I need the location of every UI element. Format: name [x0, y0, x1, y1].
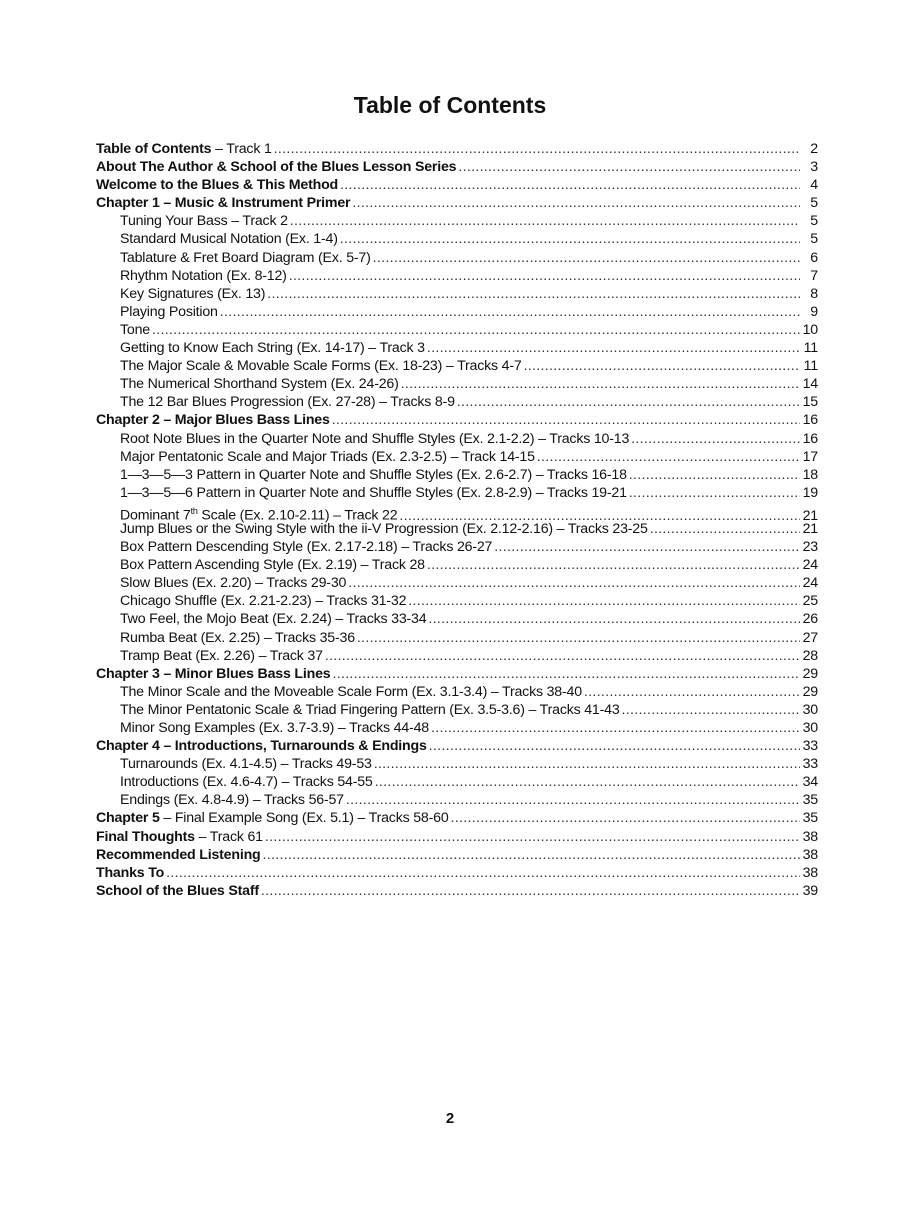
page-title: Table of Contents [353, 92, 547, 118]
toc-entry-text: Root Note Blues in the Quarter Note and Shuffle Styles (Ex. 2.1-2.2) – Tracks 10-13 [120, 430, 630, 447]
dot-leader [584, 683, 800, 701]
toc-entry [96, 864, 818, 882]
toc-entry-label [120, 339, 425, 357]
toc-entry-page: 39 [802, 882, 818, 899]
toc-entry [96, 140, 818, 158]
dot-leader [357, 629, 800, 647]
toc-entry-label [120, 321, 150, 339]
toc-entry-label [120, 249, 371, 267]
toc-entry [96, 502, 818, 524]
toc-entry-heading: Recommended Listening [96, 846, 261, 863]
toc-entry-page: 11 [803, 340, 818, 357]
dot-leader [375, 773, 800, 791]
toc-entry-text: Dominant 7 [120, 507, 191, 524]
toc-entry-label [96, 809, 449, 827]
toc-entry [96, 520, 818, 538]
toc-entry-text: Tuning Your Bass – Track 2 [120, 213, 288, 230]
toc-entry-label [96, 882, 259, 900]
toc-entry-text: Introductions (Ex. 4.6-4.7) – Tracks 54-55 [120, 774, 373, 791]
toc-entry-page: 5 [810, 195, 818, 212]
toc-entry-heading: Thanks To [96, 864, 165, 881]
toc-entry-page: 2 [810, 141, 818, 157]
toc-entry-label [96, 864, 164, 882]
toc-entry [96, 683, 818, 701]
toc-entry-page: 10 [802, 321, 818, 338]
toc-entry [96, 249, 818, 267]
toc-entry-heading: School of the Blues Staff [96, 882, 259, 899]
toc-entry-label [120, 448, 535, 466]
toc-entry-text: Rumba Beat (Ex. 2.25) – Tracks 35-36 [120, 629, 355, 646]
toc-entry [96, 267, 818, 285]
dot-leader [152, 321, 800, 339]
toc-entry-heading: Chapter 5 [96, 810, 160, 827]
toc-entry-text: Two Feel, the Mojo Beat (Ex. 2.24) – Tracks 33-34 [120, 611, 427, 628]
toc-entry-label [120, 791, 344, 809]
toc-entry-page: 17 [802, 448, 818, 465]
toc-entry-page: 25 [802, 593, 818, 610]
dot-leader [401, 375, 800, 393]
dot-leader [629, 466, 800, 484]
toc-entry-page: 21 [802, 507, 818, 524]
toc-entry-label [120, 520, 648, 538]
toc-entry-page: 6 [810, 249, 818, 266]
toc-entry-heading: Chapter 1 – Music & Instrument Primer [96, 195, 351, 212]
dot-leader [631, 430, 800, 448]
toc-entry [96, 556, 818, 574]
toc-entry [96, 701, 818, 719]
toc-entry-text: Box Pattern Descending Style (Ex. 2.17-2.18) – Tracks 26-27 [120, 539, 493, 556]
toc-entry-text: Playing Position [120, 303, 218, 320]
toc-entry-page: 35 [802, 792, 818, 809]
toc-entry [96, 574, 818, 592]
toc-entry-text: – Final Example Song (Ex. 5.1) – Tracks 58-60 [159, 810, 449, 827]
toc-entry [96, 882, 818, 900]
toc-entry-text: Getting to Know Each String (Ex. 14-17) – Track 3 [120, 340, 425, 357]
toc-entry [96, 484, 818, 502]
toc-entry-text: Jump Blues or the Swing Style with the ii-V Progression (Ex. 2.12-2.16) – Tracks 23-25 [120, 520, 648, 537]
toc-entry [96, 411, 818, 429]
toc-entry-text: Minor Song Examples (Ex. 3.7-3.9) – Tracks 44-48 [120, 720, 429, 736]
dot-leader [374, 755, 800, 773]
page-number: 2 [445, 1110, 455, 1127]
toc-entry [96, 610, 818, 628]
toc-entry-page: 29 [802, 683, 818, 700]
table-of-contents [96, 140, 818, 900]
dot-leader [537, 448, 800, 466]
toc-entry [96, 592, 818, 610]
toc-entry-label [120, 393, 455, 411]
toc-entry-heading: Final Thoughts [96, 828, 195, 845]
toc-entry-page: 38 [802, 846, 818, 863]
toc-entry-text: 1—3—5—3 Pattern in Quarter Note and Shuffle Styles (Ex. 2.6-2.7) – Tracks 16-18 [120, 466, 627, 483]
toc-entry-label [120, 267, 287, 285]
dot-leader [494, 538, 800, 556]
toc-entry [96, 665, 818, 683]
toc-entry-label [120, 230, 338, 248]
dot-leader [431, 719, 800, 737]
toc-entry-page: 7 [810, 267, 818, 284]
toc-entry-label [120, 484, 627, 502]
toc-entry-text: – Track 1 [211, 141, 272, 157]
dot-leader [346, 791, 800, 809]
toc-entry-label [96, 828, 263, 846]
toc-entry-page: 8 [810, 285, 818, 302]
dot-leader [289, 267, 800, 285]
toc-entry [96, 737, 818, 755]
toc-entry-text: Tablature & Fret Board Diagram (Ex. 5-7) [120, 249, 371, 266]
toc-entry-label [120, 755, 372, 773]
toc-entry [96, 176, 818, 194]
toc-entry-page: 38 [802, 828, 818, 845]
toc-entry-label [120, 556, 425, 574]
toc-entry-text: The Numerical Shorthand System (Ex. 24-26) [120, 376, 399, 393]
toc-entry-page: 30 [802, 701, 818, 718]
toc-entry-heading: Welcome to the Blues & This Method [96, 177, 339, 194]
toc-entry [96, 809, 818, 827]
toc-entry-label [120, 466, 627, 484]
dot-leader [457, 393, 800, 411]
dot-leader [373, 249, 800, 267]
toc-entry-heading: Chapter 4 – Introductions, Turnarounds & Endings [96, 738, 427, 755]
toc-entry-page: 27 [802, 629, 818, 646]
dot-leader [220, 303, 800, 321]
dot-leader [340, 176, 800, 194]
toc-entry-label [120, 538, 492, 556]
toc-entry [96, 393, 818, 411]
toc-entry-page: 28 [802, 647, 818, 664]
toc-entry-text: The Major Scale & Movable Scale Forms (Ex. 18-23) – Tracks 4-7 [120, 358, 522, 375]
toc-entry-label [96, 140, 272, 158]
toc-entry-page: 15 [802, 394, 818, 411]
toc-entry-page: 18 [802, 466, 818, 483]
toc-entry-label [120, 647, 323, 665]
toc-entry-page: 9 [810, 303, 818, 320]
toc-entry [96, 629, 818, 647]
toc-entry [96, 375, 818, 393]
dot-leader [458, 158, 800, 176]
toc-entry [96, 158, 818, 176]
toc-entry-label [120, 375, 399, 393]
toc-entry-text: The 12 Bar Blues Progression (Ex. 27-28) – Tracks 8-9 [120, 394, 455, 411]
toc-entry-page: 34 [802, 774, 818, 791]
toc-entry [96, 357, 818, 375]
toc-entry-page: 5 [810, 231, 818, 248]
toc-entry [96, 230, 818, 248]
toc-entry [96, 538, 818, 556]
toc-entry-label [96, 665, 330, 683]
toc-entry-label [96, 846, 261, 864]
toc-entry-text: Key Signatures (Ex. 13) [120, 285, 266, 302]
toc-entry-text: The Minor Scale and the Moveable Scale Form (Ex. 3.1-3.4) – Tracks 38-40 [120, 683, 582, 700]
toc-entry-heading: About The Author & School of the Blues Lesson Series [96, 159, 457, 176]
toc-entry [96, 755, 818, 773]
toc-entry-label [120, 773, 373, 791]
toc-entry-page: 26 [802, 611, 818, 628]
toc-entry [96, 791, 818, 809]
toc-entry [96, 719, 818, 737]
toc-entry-label [120, 719, 429, 737]
dot-leader [524, 357, 800, 375]
toc-entry-page: 33 [802, 756, 818, 773]
toc-entry-label [120, 701, 620, 719]
dot-leader [274, 140, 800, 158]
toc-entry-page: 38 [802, 864, 818, 881]
toc-entry-label [120, 285, 265, 303]
toc-entry-text: Chicago Shuffle (Ex. 2.21-2.23) – Tracks 31-32 [120, 593, 407, 610]
toc-entry-text: – Track 61 [194, 828, 263, 845]
toc-entry-page: 11 [803, 358, 818, 375]
toc-entry-label [120, 212, 288, 230]
toc-entry-label [96, 411, 330, 429]
toc-entry-heading: Chapter 2 – Major Blues Bass Lines [96, 412, 330, 429]
dot-leader [427, 556, 800, 574]
toc-entry [96, 828, 818, 846]
toc-entry-page: 4 [810, 177, 818, 194]
toc-entry-label [120, 592, 406, 610]
toc-entry-label [96, 176, 338, 194]
toc-entry [96, 466, 818, 484]
dot-leader [290, 212, 800, 230]
dot-leader [263, 846, 801, 864]
toc-entry-text: Slow Blues (Ex. 2.20) – Tracks 29-30 [120, 575, 347, 592]
dot-leader [352, 194, 800, 212]
toc-entry [96, 285, 818, 303]
toc-entry [96, 430, 818, 448]
dot-leader [429, 737, 800, 755]
toc-entry-text: The Minor Pentatonic Scale & Triad Fingering Pattern (Ex. 3.5-3.6) – Tracks 41-43 [120, 701, 620, 718]
toc-entry-superscript: th [190, 505, 198, 516]
toc-entry [96, 321, 818, 339]
toc-entry-page: 16 [802, 412, 818, 429]
toc-entry-label [120, 357, 522, 375]
dot-leader [261, 882, 800, 900]
dot-leader [427, 339, 800, 357]
toc-entry-text: Endings (Ex. 4.8-4.9) – Tracks 56-57 [120, 792, 344, 809]
toc-entry-page: 21 [802, 520, 818, 537]
toc-entry-page: 35 [802, 810, 818, 827]
toc-entry-page: 23 [802, 539, 818, 556]
toc-entry-page: 5 [810, 213, 818, 230]
toc-entry-label [120, 303, 218, 321]
dot-leader [340, 230, 800, 248]
dot-leader [265, 828, 800, 846]
toc-entry-page: 16 [802, 430, 818, 447]
toc-entry [96, 773, 818, 791]
toc-entry-text: Tramp Beat (Ex. 2.26) – Track 37 [120, 647, 323, 664]
toc-entry-label [120, 574, 346, 592]
dot-leader [166, 864, 800, 882]
toc-entry-text: Turnarounds (Ex. 4.1-4.5) – Tracks 49-53 [120, 756, 372, 773]
toc-entry-page: 3 [810, 159, 818, 176]
toc-entry-page: 24 [802, 575, 818, 592]
toc-entry-text: Rhythm Notation (Ex. 8-12) [120, 267, 287, 284]
toc-entry-text: Scale (Ex. 2.10-2.11) – Track 22 [197, 507, 398, 524]
toc-entry [96, 647, 818, 665]
dot-leader [348, 574, 800, 592]
toc-entry [96, 448, 818, 466]
toc-entry-heading: Chapter 3 – Minor Blues Bass Lines [96, 665, 331, 682]
dot-leader [325, 647, 800, 665]
toc-entry-page: 24 [802, 557, 818, 574]
toc-entry [96, 303, 818, 321]
toc-entry-page: 30 [802, 720, 818, 736]
toc-entry-page: 19 [802, 484, 818, 501]
toc-entry-page: 29 [802, 665, 818, 682]
toc-entry-text: Major Pentatonic Scale and Major Triads (Ex. 2.3-2.5) – Track 14-15 [120, 448, 535, 465]
toc-entry-label [96, 158, 456, 176]
dot-leader [332, 411, 800, 429]
toc-entry [96, 339, 818, 357]
dot-leader [650, 520, 800, 538]
toc-entry [96, 212, 818, 230]
toc-entry-label [120, 683, 582, 701]
dot-leader [267, 285, 800, 303]
dot-leader [408, 592, 800, 610]
dot-leader [622, 701, 800, 719]
toc-entry-label [120, 629, 355, 647]
toc-entry-label [120, 610, 426, 628]
toc-entry-label [96, 737, 427, 755]
toc-entry-text: Tone [120, 321, 150, 338]
toc-entry-label [120, 430, 629, 448]
toc-entry [96, 194, 818, 212]
toc-entry-label [96, 194, 350, 212]
toc-entry [96, 846, 818, 864]
toc-entry-page: 14 [802, 376, 818, 393]
toc-entry-text: Standard Musical Notation (Ex. 1-4) [120, 231, 338, 248]
toc-entry-text: Box Pattern Ascending Style (Ex. 2.19) – Track 28 [120, 557, 425, 574]
toc-entry-text: 1—3—5—6 Pattern in Quarter Note and Shuffle Styles (Ex. 2.8-2.9) – Tracks 19-21 [120, 484, 627, 501]
dot-leader [451, 809, 800, 827]
toc-entry-page: 33 [802, 738, 818, 755]
dot-leader [428, 610, 800, 628]
toc-entry-heading: Table of Contents [96, 141, 212, 157]
dot-leader [629, 484, 800, 502]
dot-leader [332, 665, 800, 683]
